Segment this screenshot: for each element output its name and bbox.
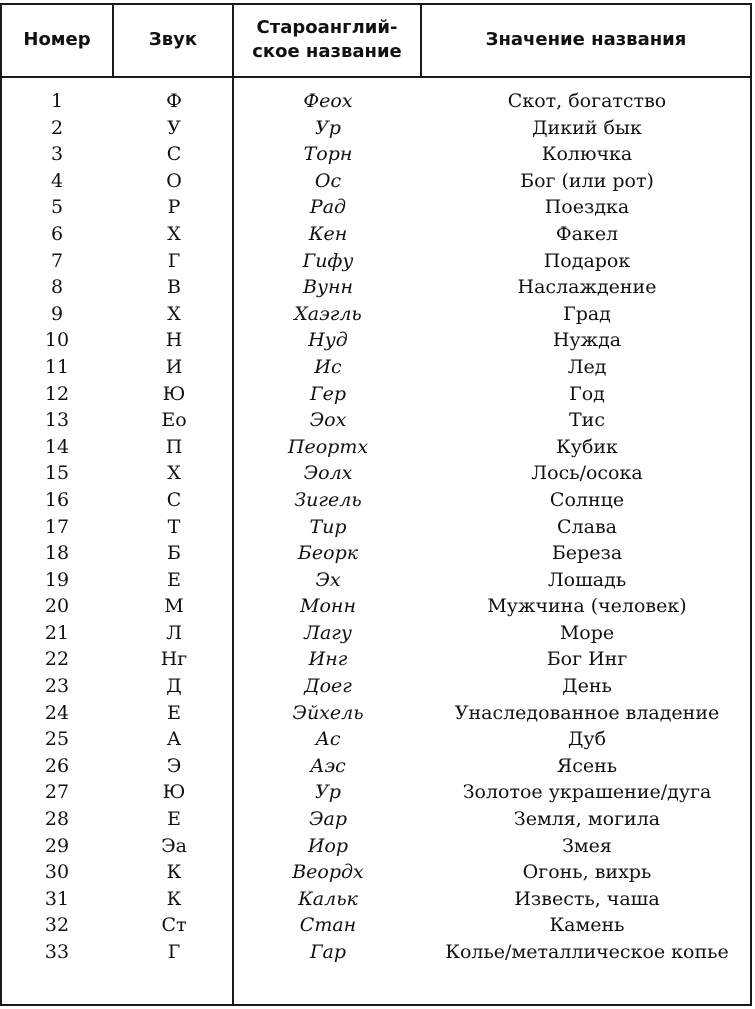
row-sound: А: [166, 728, 182, 751]
table-row: [0, 886, 755, 913]
row-sound: Г: [167, 941, 181, 963]
row-meaning: Нужда: [552, 329, 622, 352]
row-number: 25: [44, 728, 70, 751]
row-meaning: Поездка: [544, 196, 630, 219]
row-meaning: Лось/осока: [531, 462, 643, 485]
table-row: [0, 354, 755, 381]
row-old-english-name: Эолх: [303, 462, 353, 485]
row-old-english-name: Монн: [300, 595, 356, 618]
row-sound: М: [164, 595, 184, 618]
row-sound: Эа: [161, 834, 187, 857]
row-sound: С: [166, 488, 182, 511]
table-row: [0, 248, 755, 275]
row-sound: Э: [166, 754, 182, 777]
row-number: 18: [44, 542, 70, 565]
table-row: [0, 620, 755, 647]
table-row: [0, 833, 755, 860]
row-old-english-name: Хаэгль: [294, 302, 362, 325]
row-number: 28: [44, 808, 70, 831]
table-row: [0, 274, 755, 301]
row-meaning: Дуб: [567, 728, 607, 751]
row-sound: Х: [167, 222, 181, 245]
table-row: [0, 327, 755, 354]
row-meaning: Скот, богатство: [507, 90, 667, 112]
row-old-english-name: Инг: [308, 648, 348, 671]
row-number: 33: [44, 941, 70, 963]
row-number: 30: [44, 861, 70, 884]
row-old-english-name: Торн: [303, 143, 353, 166]
row-old-english-name: Ос: [314, 169, 342, 192]
row-sound: Ю: [162, 781, 186, 804]
row-old-english-name: Ис: [314, 355, 342, 378]
table-row: [0, 460, 755, 487]
table-row: [0, 593, 755, 620]
row-old-english-name: Ур: [315, 116, 341, 139]
table-row: [0, 726, 755, 753]
row-number: 27: [44, 781, 70, 804]
row-number: 23: [44, 675, 70, 698]
row-number: 11: [44, 355, 70, 378]
header-name-line2: ское название: [252, 41, 402, 62]
row-meaning: Земля, могила: [513, 808, 661, 831]
row-sound: Ф: [166, 90, 182, 112]
table-row: [0, 912, 755, 939]
header-number-label: Номер: [23, 29, 91, 50]
table-bottom-border: [0, 1004, 752, 1006]
row-sound: Т: [167, 515, 181, 538]
row-number: 19: [44, 568, 70, 591]
header-name-line1: Староанглий-: [256, 17, 398, 38]
row-number: 32: [44, 914, 70, 937]
row-old-english-name: Иор: [307, 834, 349, 857]
row-number: 8: [50, 276, 64, 299]
row-meaning: Колючка: [541, 143, 633, 166]
table-row: [0, 194, 755, 221]
row-old-english-name: Эох: [309, 409, 347, 432]
row-number: 1: [50, 90, 64, 112]
row-number: 22: [44, 648, 70, 671]
row-sound: И: [165, 355, 183, 378]
table-row: [0, 221, 755, 248]
row-old-english-name: Беорк: [297, 542, 359, 565]
row-sound: Х: [167, 302, 181, 325]
row-sound: У: [167, 116, 181, 139]
row-number: 3: [50, 143, 64, 166]
row-number: 17: [44, 515, 70, 538]
row-old-english-name: Вунн: [302, 276, 353, 299]
table-row: [0, 407, 755, 434]
row-old-english-name: Кальк: [298, 887, 358, 910]
table-row: [0, 381, 755, 408]
header-meaning-label: Значение названия: [485, 29, 687, 50]
table-row: [0, 540, 755, 567]
row-number: 26: [44, 754, 70, 777]
table-row: [0, 168, 755, 195]
row-old-english-name: Гифу: [302, 249, 354, 272]
table-row: [0, 514, 755, 541]
table-row: [0, 88, 755, 115]
row-meaning: Год: [569, 382, 605, 405]
row-meaning: Ясень: [556, 754, 618, 777]
table-row: [0, 141, 755, 168]
row-sound: Ео: [161, 409, 187, 432]
row-sound: Ю: [162, 382, 186, 405]
row-old-english-name: Тир: [309, 515, 347, 538]
row-meaning: Море: [559, 621, 615, 644]
row-meaning: Слава: [557, 515, 617, 538]
row-meaning: Лошадь: [547, 568, 627, 591]
row-old-english-name: Доег: [304, 675, 352, 698]
table-row: [0, 115, 755, 142]
row-old-english-name: Гар: [309, 941, 347, 963]
table-row: [0, 301, 755, 328]
row-sound: О: [166, 169, 182, 192]
row-meaning: Дикий бык: [532, 116, 642, 139]
row-sound: С: [166, 143, 182, 166]
row-old-english-name: Гер: [310, 382, 346, 405]
row-sound: Х: [167, 462, 181, 485]
header-old-english-name: [234, 4, 420, 76]
row-number: 5: [50, 196, 64, 219]
row-old-english-name: Эх: [315, 568, 341, 591]
row-old-english-name: Лагу: [304, 621, 352, 644]
row-meaning: Град: [563, 302, 611, 325]
row-meaning: Кубик: [556, 435, 618, 458]
header-sound-label: Звук: [148, 29, 198, 50]
row-old-english-name: Эар: [308, 808, 348, 831]
row-old-english-name: Нуд: [308, 329, 348, 352]
row-meaning: Огонь, вихрь: [522, 861, 652, 884]
row-meaning: Мужчина (человек): [487, 595, 687, 618]
row-meaning: Камень: [549, 914, 625, 937]
row-sound: Д: [166, 675, 182, 698]
table-body: [0, 88, 755, 992]
row-number: 4: [50, 169, 64, 192]
row-old-english-name: Феох: [303, 90, 353, 112]
row-number: 24: [44, 701, 70, 724]
row-number: 7: [50, 249, 64, 272]
row-number: 12: [44, 382, 70, 405]
row-meaning: Наслаждение: [517, 276, 657, 299]
row-old-english-name: Зигель: [294, 488, 362, 511]
row-meaning: Золотое украшение/дуга: [462, 781, 712, 804]
row-number: 2: [50, 116, 64, 139]
table-row: [0, 673, 755, 700]
header-number: [2, 4, 112, 76]
row-old-english-name: Аэс: [310, 754, 346, 777]
row-meaning: Бог Инг: [546, 648, 628, 671]
row-meaning: Унаследованное владение: [454, 701, 720, 724]
table-row: [0, 646, 755, 673]
table-row: [0, 753, 755, 780]
row-old-english-name: Ас: [315, 728, 341, 751]
row-sound: К: [166, 887, 182, 910]
row-meaning: Известь, чаша: [514, 887, 660, 910]
row-sound: Б: [167, 542, 181, 565]
row-old-english-name: Кен: [308, 222, 348, 245]
row-meaning: Лед: [567, 355, 607, 378]
row-meaning: Колье/металлическое копье: [445, 941, 729, 963]
row-meaning: Тис: [569, 409, 605, 432]
row-meaning: Бог (или рот): [520, 169, 654, 192]
row-sound: Е: [167, 568, 181, 591]
row-meaning: День: [562, 675, 612, 698]
row-sound: Л: [166, 621, 182, 644]
row-meaning: Береза: [551, 542, 623, 565]
row-number: 21: [44, 621, 70, 644]
row-number: 20: [44, 595, 70, 618]
row-old-english-name: Стан: [299, 914, 357, 937]
row-old-english-name: Пеортх: [287, 435, 369, 458]
row-meaning: Подарок: [543, 249, 631, 272]
row-number: 14: [44, 435, 70, 458]
table-row: [0, 859, 755, 886]
row-number: 9: [50, 302, 64, 325]
row-meaning: Факел: [555, 222, 619, 245]
table-row: [0, 700, 755, 727]
row-number: 10: [44, 329, 70, 352]
table-row: [0, 434, 755, 461]
row-number: 31: [44, 887, 70, 910]
table-row: [0, 779, 755, 806]
row-sound: Нг: [160, 648, 188, 671]
row-sound: Н: [165, 329, 183, 352]
row-sound: П: [165, 435, 183, 458]
row-meaning: Солнце: [549, 488, 625, 511]
row-sound: Е: [167, 701, 181, 724]
row-old-english-name: Веордх: [292, 861, 364, 884]
row-sound: К: [166, 861, 182, 884]
row-sound: Р: [167, 196, 181, 219]
row-old-english-name: Ур: [315, 781, 341, 804]
row-sound: Ст: [161, 914, 187, 937]
table-row: [0, 939, 755, 992]
row-old-english-name: Эйхель: [292, 701, 364, 724]
row-number: 15: [44, 462, 70, 485]
header-meaning: [422, 4, 750, 76]
header-sound: [114, 4, 232, 76]
row-number: 6: [50, 222, 64, 245]
row-number: 13: [44, 409, 70, 432]
row-number: 16: [44, 488, 70, 511]
row-number: 29: [44, 834, 70, 857]
table-row: [0, 806, 755, 833]
row-old-english-name: Рад: [309, 196, 347, 219]
row-sound: В: [167, 276, 181, 299]
row-sound: Г: [167, 249, 181, 272]
table-row: [0, 487, 755, 514]
row-meaning: Змея: [562, 834, 612, 857]
row-sound: Е: [167, 808, 181, 831]
table-row: [0, 567, 755, 594]
